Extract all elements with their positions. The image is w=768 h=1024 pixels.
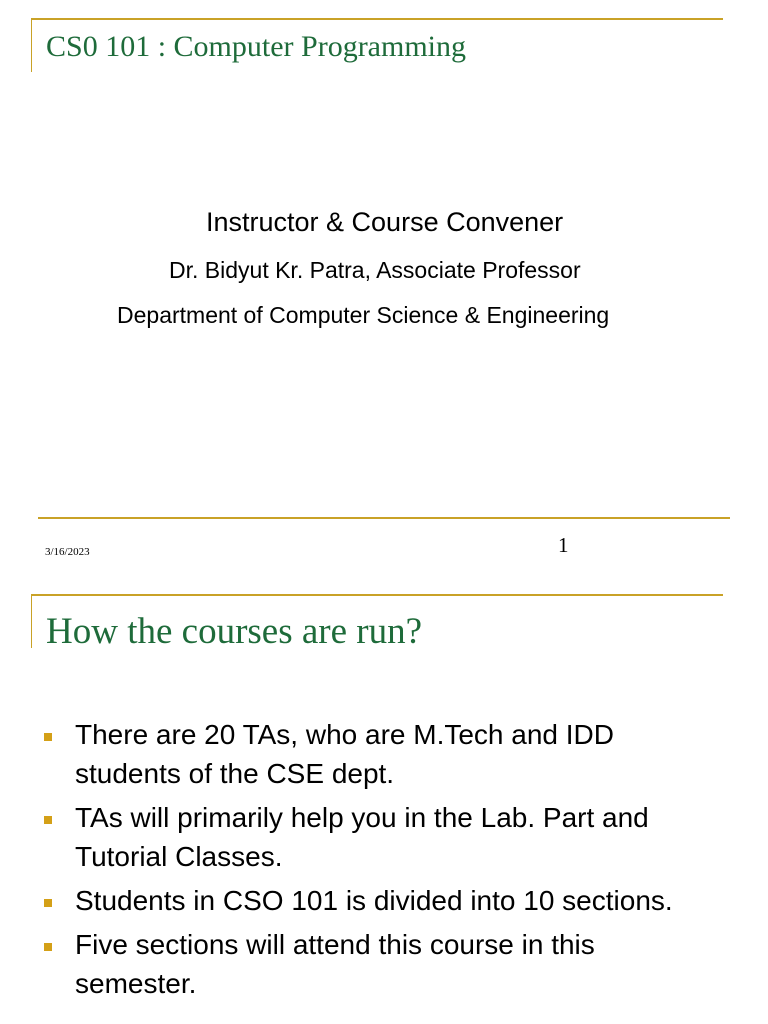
bullet-text: TAs will primarily help you in the Lab. Part and Tutorial Classes. bbox=[75, 802, 649, 872]
bullet-text: Students in CSO 101 is divided into 10 sections. bbox=[75, 885, 673, 916]
list-item bbox=[0, 925, 695, 1003]
square-bullet-icon bbox=[44, 899, 52, 907]
title-frame bbox=[31, 594, 723, 596]
list-item bbox=[0, 798, 695, 876]
slide-title: How the courses are run? bbox=[46, 611, 423, 652]
instructor-name: Dr. Bidyut Kr. Patra, Associate Professor bbox=[169, 257, 581, 283]
footer-date: 3/16/2023 bbox=[45, 546, 90, 558]
page-number: 1 bbox=[558, 533, 569, 557]
square-bullet-icon bbox=[44, 733, 52, 741]
bullet-list bbox=[0, 715, 695, 1008]
title-frame bbox=[31, 18, 723, 20]
slide-2 bbox=[0, 590, 768, 1024]
slide-title: CS0 101 : Computer Programming bbox=[46, 30, 466, 63]
instructor-heading: Instructor & Course Convener bbox=[206, 207, 564, 237]
bullet-text: There are 20 TAs, who are M.Tech and IDD students of the CSE dept. bbox=[75, 719, 614, 789]
list-item bbox=[0, 881, 695, 920]
square-bullet-icon bbox=[44, 943, 52, 951]
square-bullet-icon bbox=[44, 816, 52, 824]
list-item bbox=[0, 715, 695, 793]
bullet-text: Five sections will attend this course in this semester. bbox=[75, 929, 595, 999]
footer-divider bbox=[38, 517, 730, 519]
instructor-department: Department of Computer Science & Engineering bbox=[117, 302, 610, 328]
